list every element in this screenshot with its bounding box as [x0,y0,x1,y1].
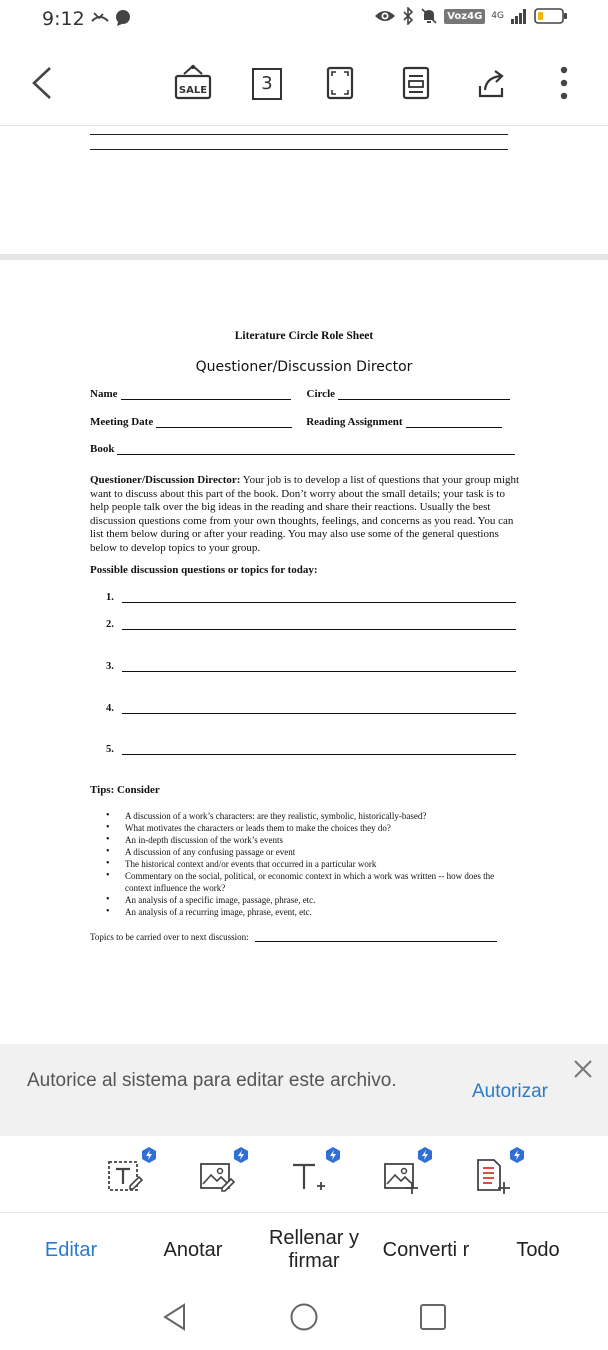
question-number: 5. [106,744,114,755]
battery-icon [534,7,568,25]
more-options-button[interactable] [558,64,570,102]
intro-text: Your job is to develop a list of questions that your group might want to discuss about this part of the book. Don’t worry about the small details; your task is to help people talk over the big ideas in the reading and share their reactions. Usually the best discussion questions come from your own thoughts, feelings, and concerns as you read. You can list them below during or after your reading. You may also use some of the general questions below to develop topics to your group. [90,474,520,554]
fullscreen-button[interactable] [326,66,354,100]
question-number: 3. [106,661,114,672]
question-number: 1. [106,592,114,603]
page-number-button[interactable] [252,68,282,100]
status-right-icons [374,7,568,25]
tab-annotate[interactable]: Anotar [163,1238,223,1261]
question-underline [122,662,516,672]
reading-assignment-underline [406,418,502,428]
permission-banner [0,1044,608,1136]
question-line [106,703,516,714]
question-line [106,744,516,755]
add-page-tool[interactable] [474,1156,514,1196]
premium-badge-icon [140,1146,158,1164]
banner-message: Autorice al sistema para editar este archivo. [27,1070,397,1091]
edit-image-tool[interactable] [198,1156,238,1196]
network-type: 4G [491,10,504,21]
tip-item: • A discussion of any confusing passage or event [106,846,516,858]
book-field [90,443,515,455]
tip-item: • A discussion of a work’s characters: are they realistic, symbolic, historically-based? [106,810,516,822]
carry-over-label: Topics to be carried over to next discussion: [90,932,249,942]
previous-page-fragment [0,126,608,254]
carry-over-underline [255,933,497,942]
bluetooth-icon [402,7,414,25]
system-nav-bar [0,1286,608,1350]
share-button[interactable] [476,66,508,100]
tips-list [106,810,516,918]
tip-item: • What motivates the characters or leads them to make the choices they do? [106,822,516,834]
question-underline [122,704,516,714]
sale-sign-icon [174,64,212,100]
question-number: 2. [106,619,114,630]
sale-label: SALE [178,85,208,96]
previous-page-line [90,134,508,135]
status-bar [0,0,608,40]
tips-heading: Tips: Consider [90,784,160,796]
tab-all[interactable]: Todo [516,1238,560,1261]
circle-label: Circle [306,388,336,400]
back-arrow-icon [30,66,54,100]
question-line [106,661,516,672]
reading-assignment-label: Reading Assignment [306,416,403,428]
tab-fill-sign[interactable]: Rellenar y firmar [268,1227,360,1272]
mute-bell-icon [420,7,438,25]
bottom-tab-bar [0,1212,608,1286]
page-number: 3 [252,68,282,100]
meeting-date-label: Meeting Date [90,416,154,428]
share-icon [476,66,508,100]
close-icon[interactable] [572,1058,594,1080]
status-time: 9:12 [42,8,85,30]
document-title: Literature Circle Role Sheet [234,330,374,342]
edit-text-tool[interactable] [106,1156,146,1196]
missed-call-icon [90,9,110,27]
name-label: Name [90,388,118,400]
circle-underline [338,390,510,400]
nav-recents-icon[interactable] [418,1302,448,1332]
name-field [90,388,510,400]
carry-over-field [90,932,497,942]
meeting-date-field [90,416,502,428]
add-image-tool[interactable] [382,1156,422,1196]
fullscreen-icon [326,66,354,100]
tab-edit[interactable]: Editar [44,1238,98,1261]
nav-back-icon[interactable] [160,1302,190,1332]
premium-badge-icon [508,1146,526,1164]
back-button[interactable] [30,66,54,100]
status-left-icons [90,9,132,27]
reading-mode-button[interactable] [402,66,430,100]
question-underline [122,593,516,603]
edit-tools-row [0,1136,608,1212]
top-toolbar [0,42,608,126]
premium-badge-icon [416,1146,434,1164]
previous-page-line [90,149,508,150]
intro-bold: Questioner/Discussion Director: [90,474,241,486]
possible-questions-heading: Possible discussion questions or topics for today: [90,564,318,576]
name-underline [121,390,291,400]
question-underline [122,620,516,630]
book-underline [117,445,515,455]
chat-bubble-icon [114,9,132,27]
document-subtitle: Questioner/Discussion Director [195,359,413,375]
question-number: 4. [106,703,114,714]
document-viewer[interactable] [0,126,608,1044]
nav-home-icon[interactable] [289,1302,319,1332]
document-page [0,260,608,1044]
volte-badge: Voz4G [444,9,485,24]
eye-icon [374,8,396,24]
question-line [106,619,516,630]
tip-item: • An analysis of a recurring image, phrase, event, etc. [106,906,516,918]
more-vert-icon [558,64,570,102]
tip-item: • The historical context and/or events that occurred in a particular work [106,858,516,870]
add-text-tool[interactable] [290,1156,330,1196]
reading-mode-icon [402,66,430,100]
book-label: Book [90,443,115,455]
tip-item: • An in-depth discussion of the work’s events [106,834,516,846]
intro-paragraph [90,474,520,556]
premium-badge-icon [324,1146,342,1164]
signal-icon [510,8,528,24]
tip-item: • Commentary on the social, political, or economic context in which a work was written -- how does the context influence the work? [106,870,516,894]
question-underline [122,745,516,755]
tab-convert[interactable]: Converti r [382,1238,470,1261]
premium-badge-icon [232,1146,250,1164]
tip-item: • An analysis of a specific image, passage, phrase, etc. [106,894,516,906]
sale-button[interactable] [174,64,212,100]
authorize-button[interactable]: Autorizar [471,1081,548,1102]
meeting-date-underline [156,418,292,428]
question-line [106,592,516,603]
